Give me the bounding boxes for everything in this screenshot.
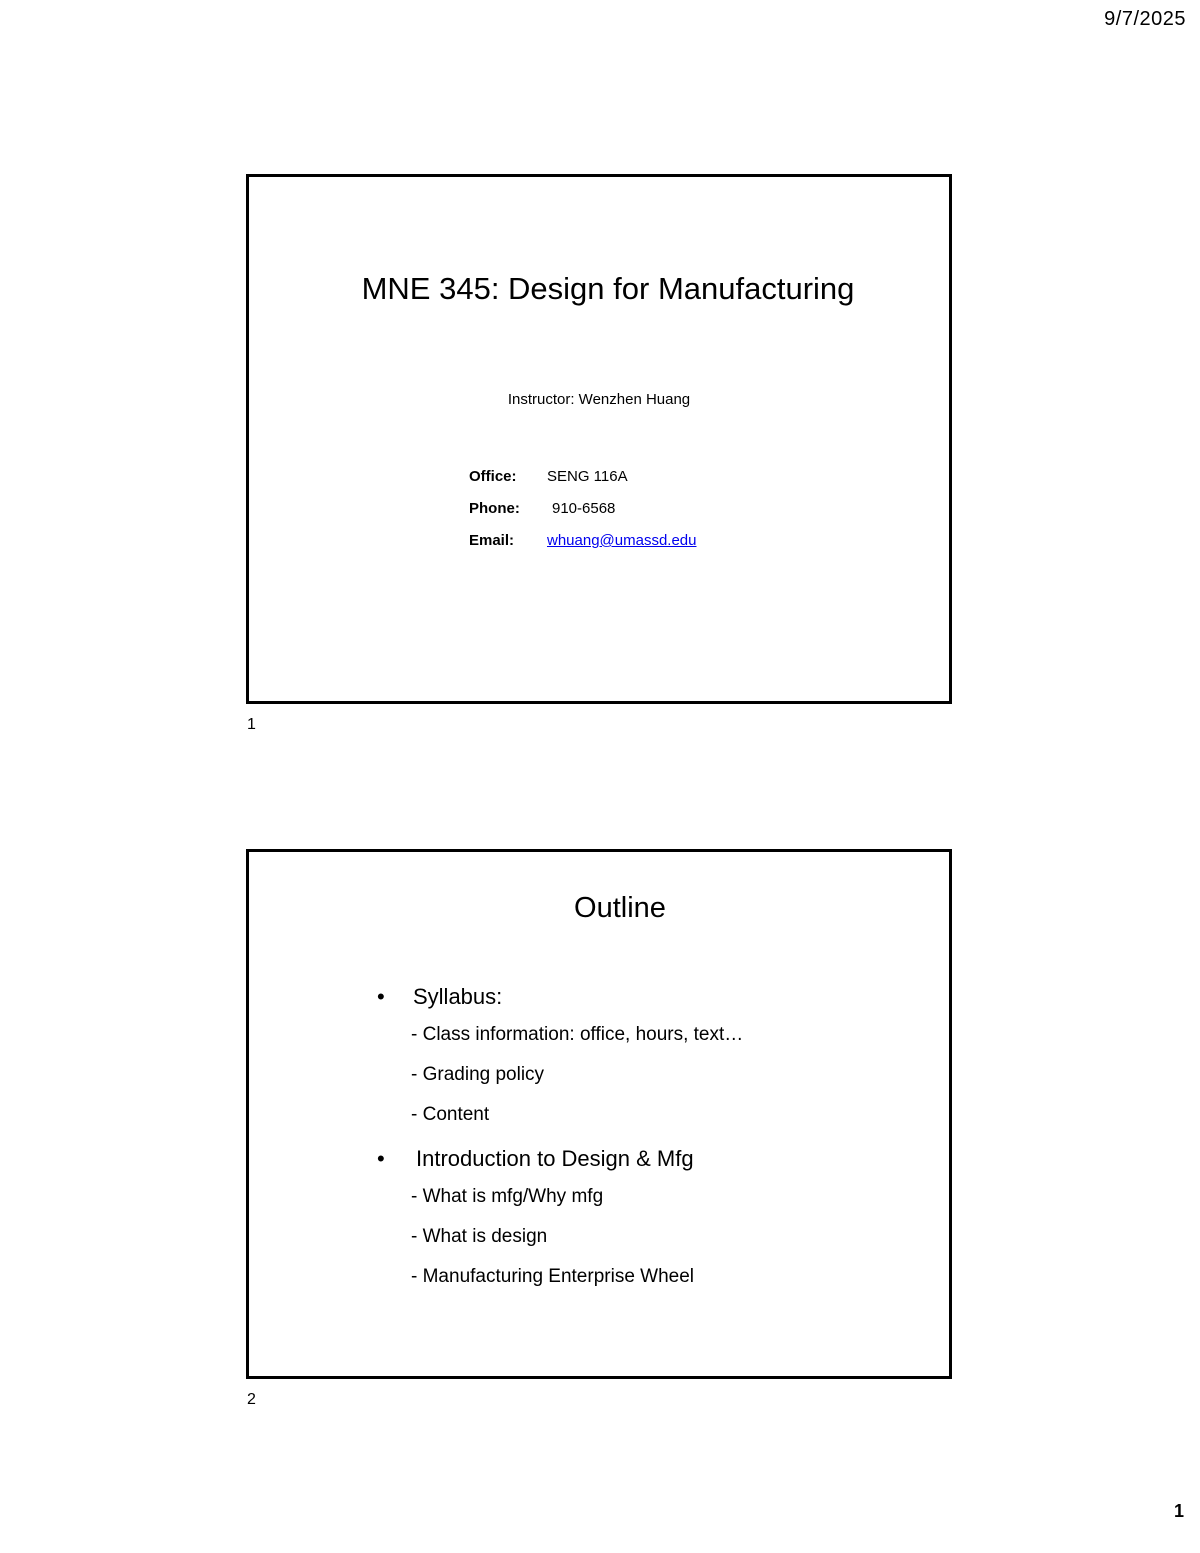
slide-1-title: MNE 345: Design for Manufacturing — [361, 271, 855, 306]
phone-value: 910-6568 — [552, 500, 616, 517]
outline-bullet-introduction — [377, 1142, 937, 1176]
outline-bullet-syllabus — [377, 980, 937, 1014]
bullet-text: Syllabus: — [413, 984, 503, 1009]
phone-label: Phone: — [469, 500, 520, 517]
list-item: - What is design — [411, 1226, 548, 1247]
phone-row — [469, 500, 615, 517]
list-item: - Content — [411, 1104, 490, 1125]
office-value: SENG 116A — [547, 468, 628, 485]
office-row — [469, 468, 628, 485]
outline-list — [377, 980, 937, 1290]
list-item: - Manufacturing Enterprise Wheel — [411, 1266, 695, 1287]
list-item: - Class information: office, hours, text… — [411, 1024, 744, 1045]
slide-1-number: 1 — [247, 716, 256, 733]
email-link[interactable]: whuang@umassd.edu — [547, 532, 697, 549]
bullet-text: Introduction to Design & Mfg — [416, 1146, 694, 1171]
slide-2 — [246, 849, 952, 1379]
office-label: Office: — [469, 468, 517, 485]
email-label: Email: — [469, 532, 515, 549]
slide-2-number: 2 — [247, 1391, 256, 1408]
page-number: 1 — [1173, 1501, 1184, 1521]
instructor-line: Instructor: Wenzhen Huang — [507, 391, 691, 408]
bullet-dot-icon: • — [377, 984, 385, 1009]
introduction-sub-list — [377, 1184, 937, 1290]
bullet-dot-icon: • — [377, 1146, 385, 1171]
list-item: - Grading policy — [411, 1064, 545, 1085]
email-row — [469, 532, 697, 549]
list-item: - What is mfg/Why mfg — [411, 1186, 604, 1207]
syllabus-sub-list — [377, 1022, 937, 1128]
slide-1 — [246, 174, 952, 704]
header-date: 9/7/2025 — [1104, 8, 1186, 30]
slide-2-title: Outline — [574, 892, 666, 924]
